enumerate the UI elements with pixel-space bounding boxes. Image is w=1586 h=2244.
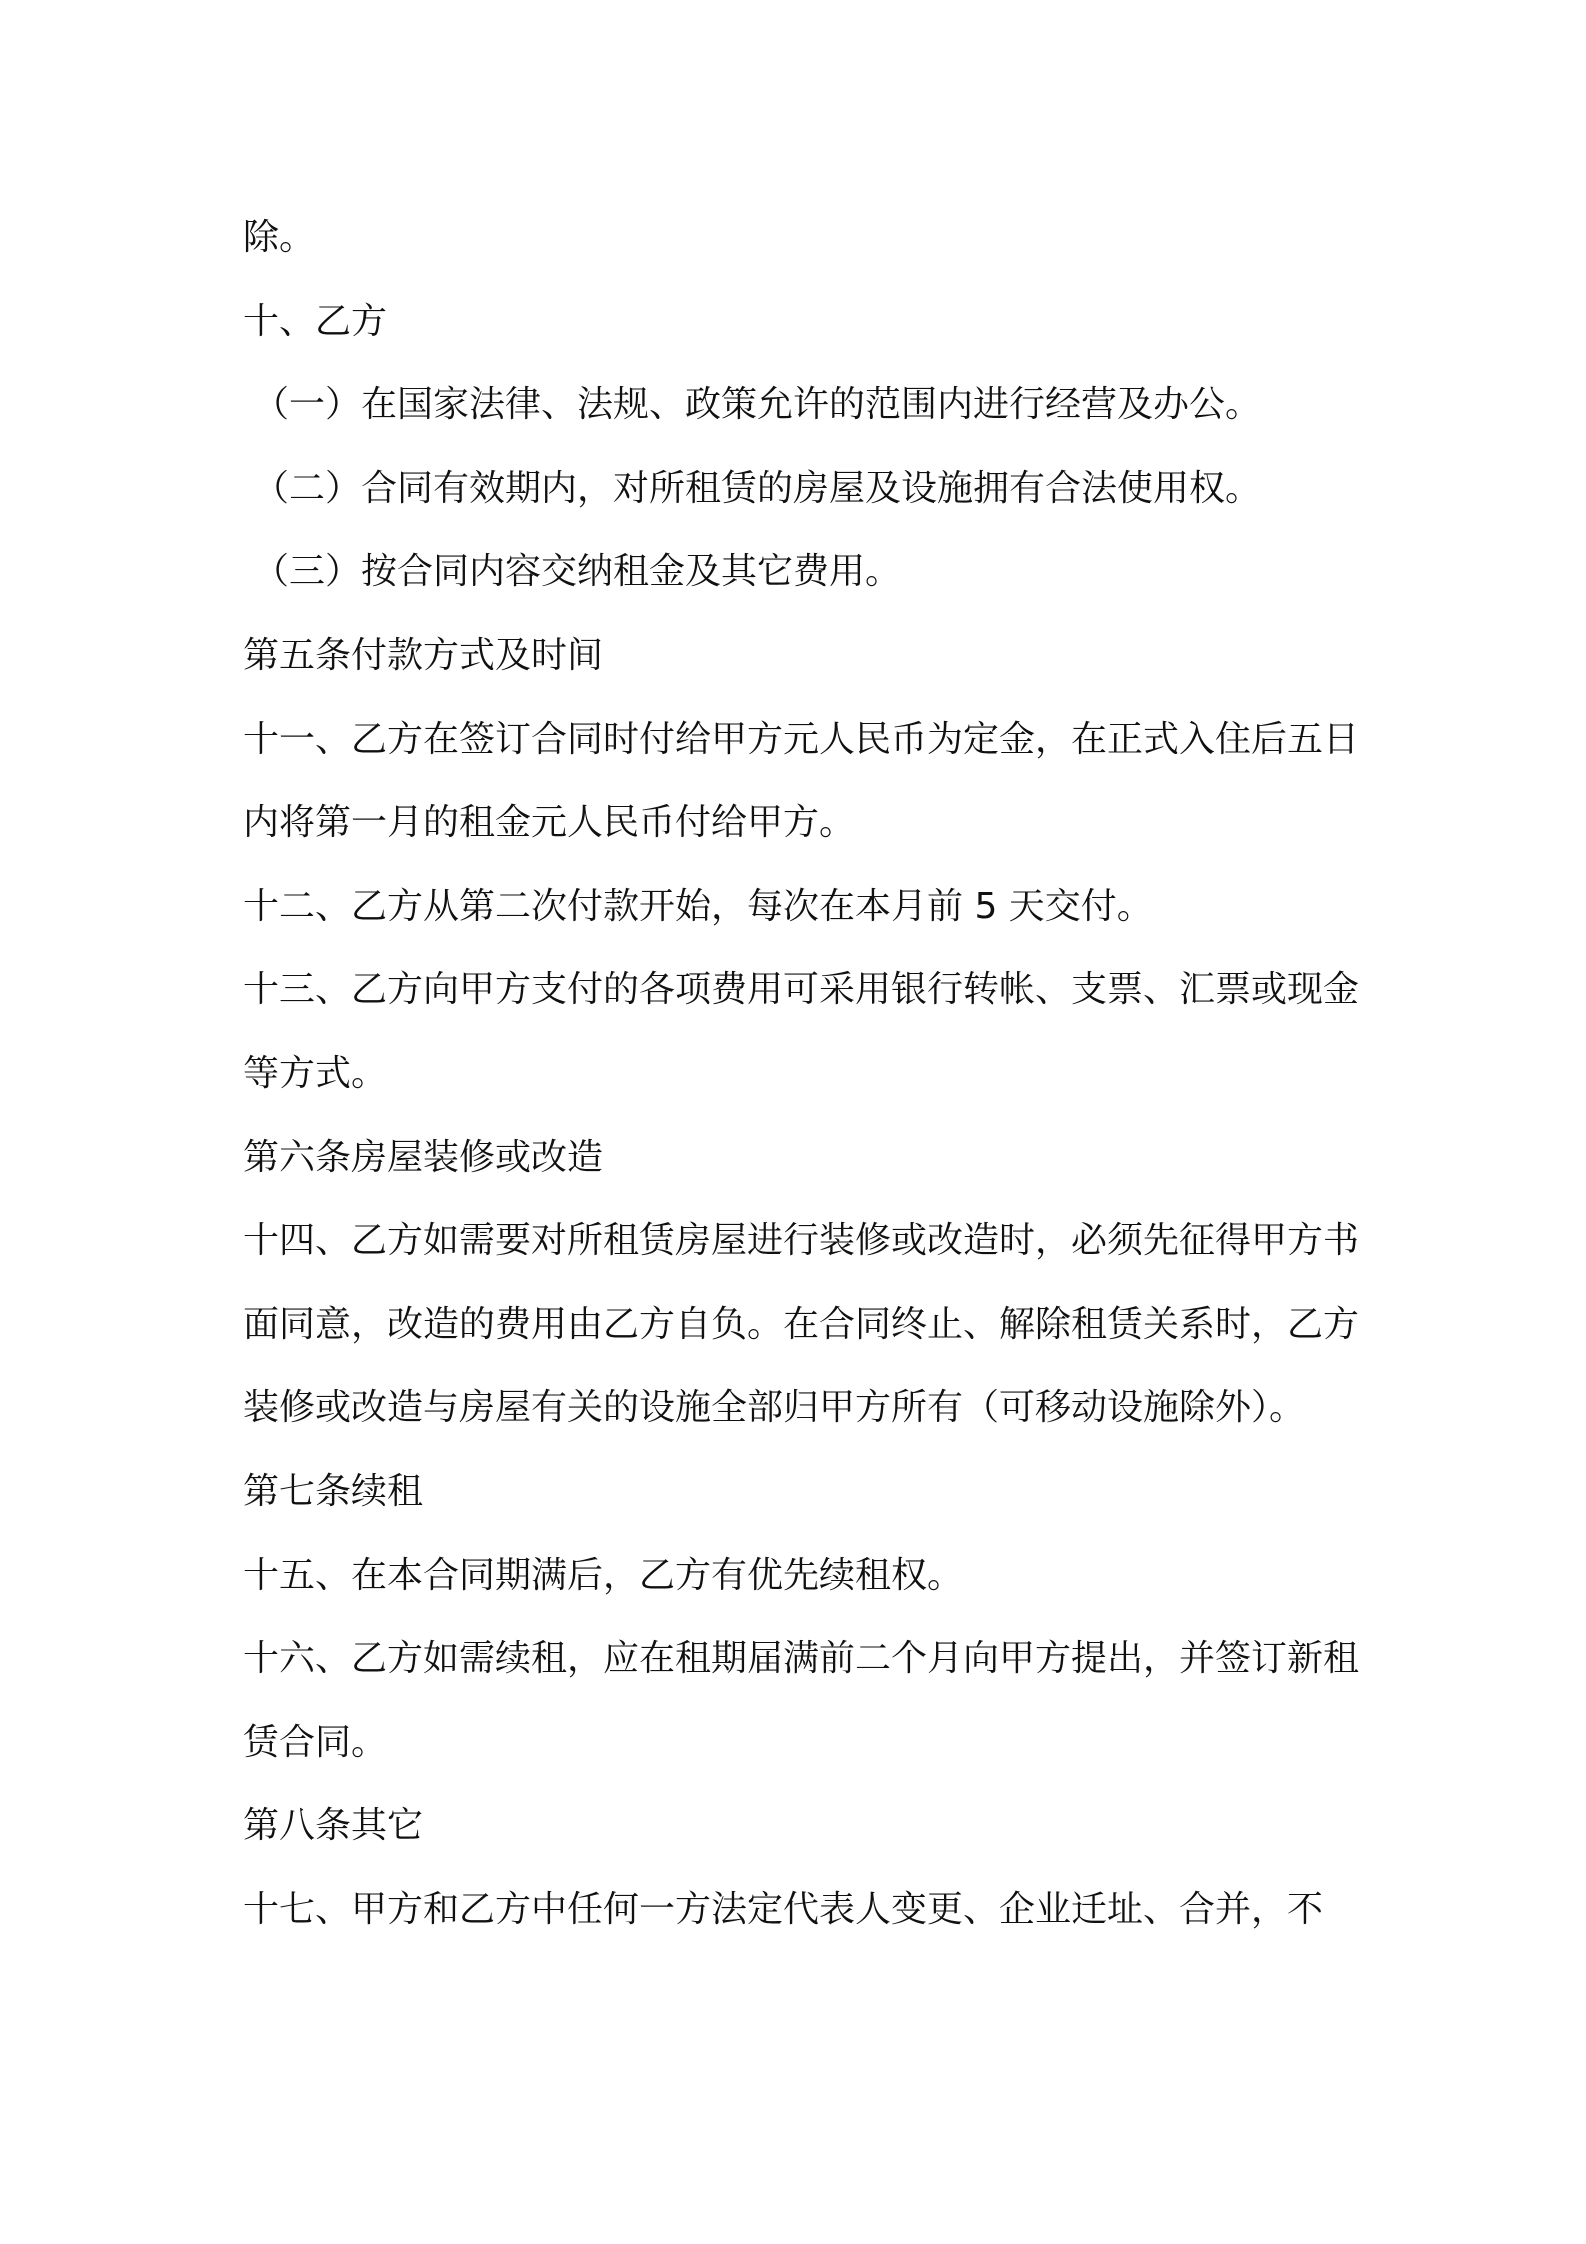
- clause-11: 十一、乙方在签订合同时付给甲方元人民币为定金，在正式入住后五日内将第一月的租金元人民币付给甲方。: [243, 718, 1360, 844]
- clause-10-item-3: （三）按合同内容交纳租金及其它费用。: [253, 551, 902, 593]
- clause-10-item-2: （二）合同有效期内，对所租赁的房屋及设施拥有合法使用权。: [253, 467, 1262, 509]
- clause-12: 十二、乙方从第二次付款开始，每次在本月前 5 天交付。: [243, 885, 1153, 927]
- clause-13: 十三、乙方向甲方支付的各项费用可采用银行转帐、支票、汇票或现金等方式。: [243, 969, 1360, 1094]
- clause-16: 十六、乙方如需续租，应在租期届满前二个月向甲方提出，并签订新租赁合同。: [243, 1638, 1360, 1763]
- document-body: [243, 196, 1363, 1951]
- clause-10-title: 十、乙方: [243, 300, 388, 342]
- clause-17: 十七、甲方和乙方中任何一方法定代表人变更、企业迁址、合并，不: [243, 1888, 1324, 1930]
- article-5-heading: 第五条付款方式及时间: [243, 634, 604, 676]
- clause-14: 十四、乙方如需要对所租赁房屋进行装修或改造时，必须先征得甲方书面同意，改造的费用由乙方自负。在合同终止、解除租赁关系时，乙方装修或改造与房屋有关的设施全部归甲方所有（可移动设施除外）。: [243, 1220, 1360, 1429]
- clause-15: 十五、在本合同期满后，乙方有优先续租权。: [243, 1554, 964, 1596]
- article-8-heading: 第八条其它: [243, 1805, 424, 1847]
- article-6-heading: 第六条房屋装修或改造: [243, 1136, 604, 1178]
- article-7-heading: 第七条续租: [243, 1470, 424, 1512]
- paragraph-continuation: 除。: [243, 217, 316, 258]
- clause-10-item-1: （一）在国家法律、法规、政策允许的范围内进行经营及办公。: [253, 384, 1262, 426]
